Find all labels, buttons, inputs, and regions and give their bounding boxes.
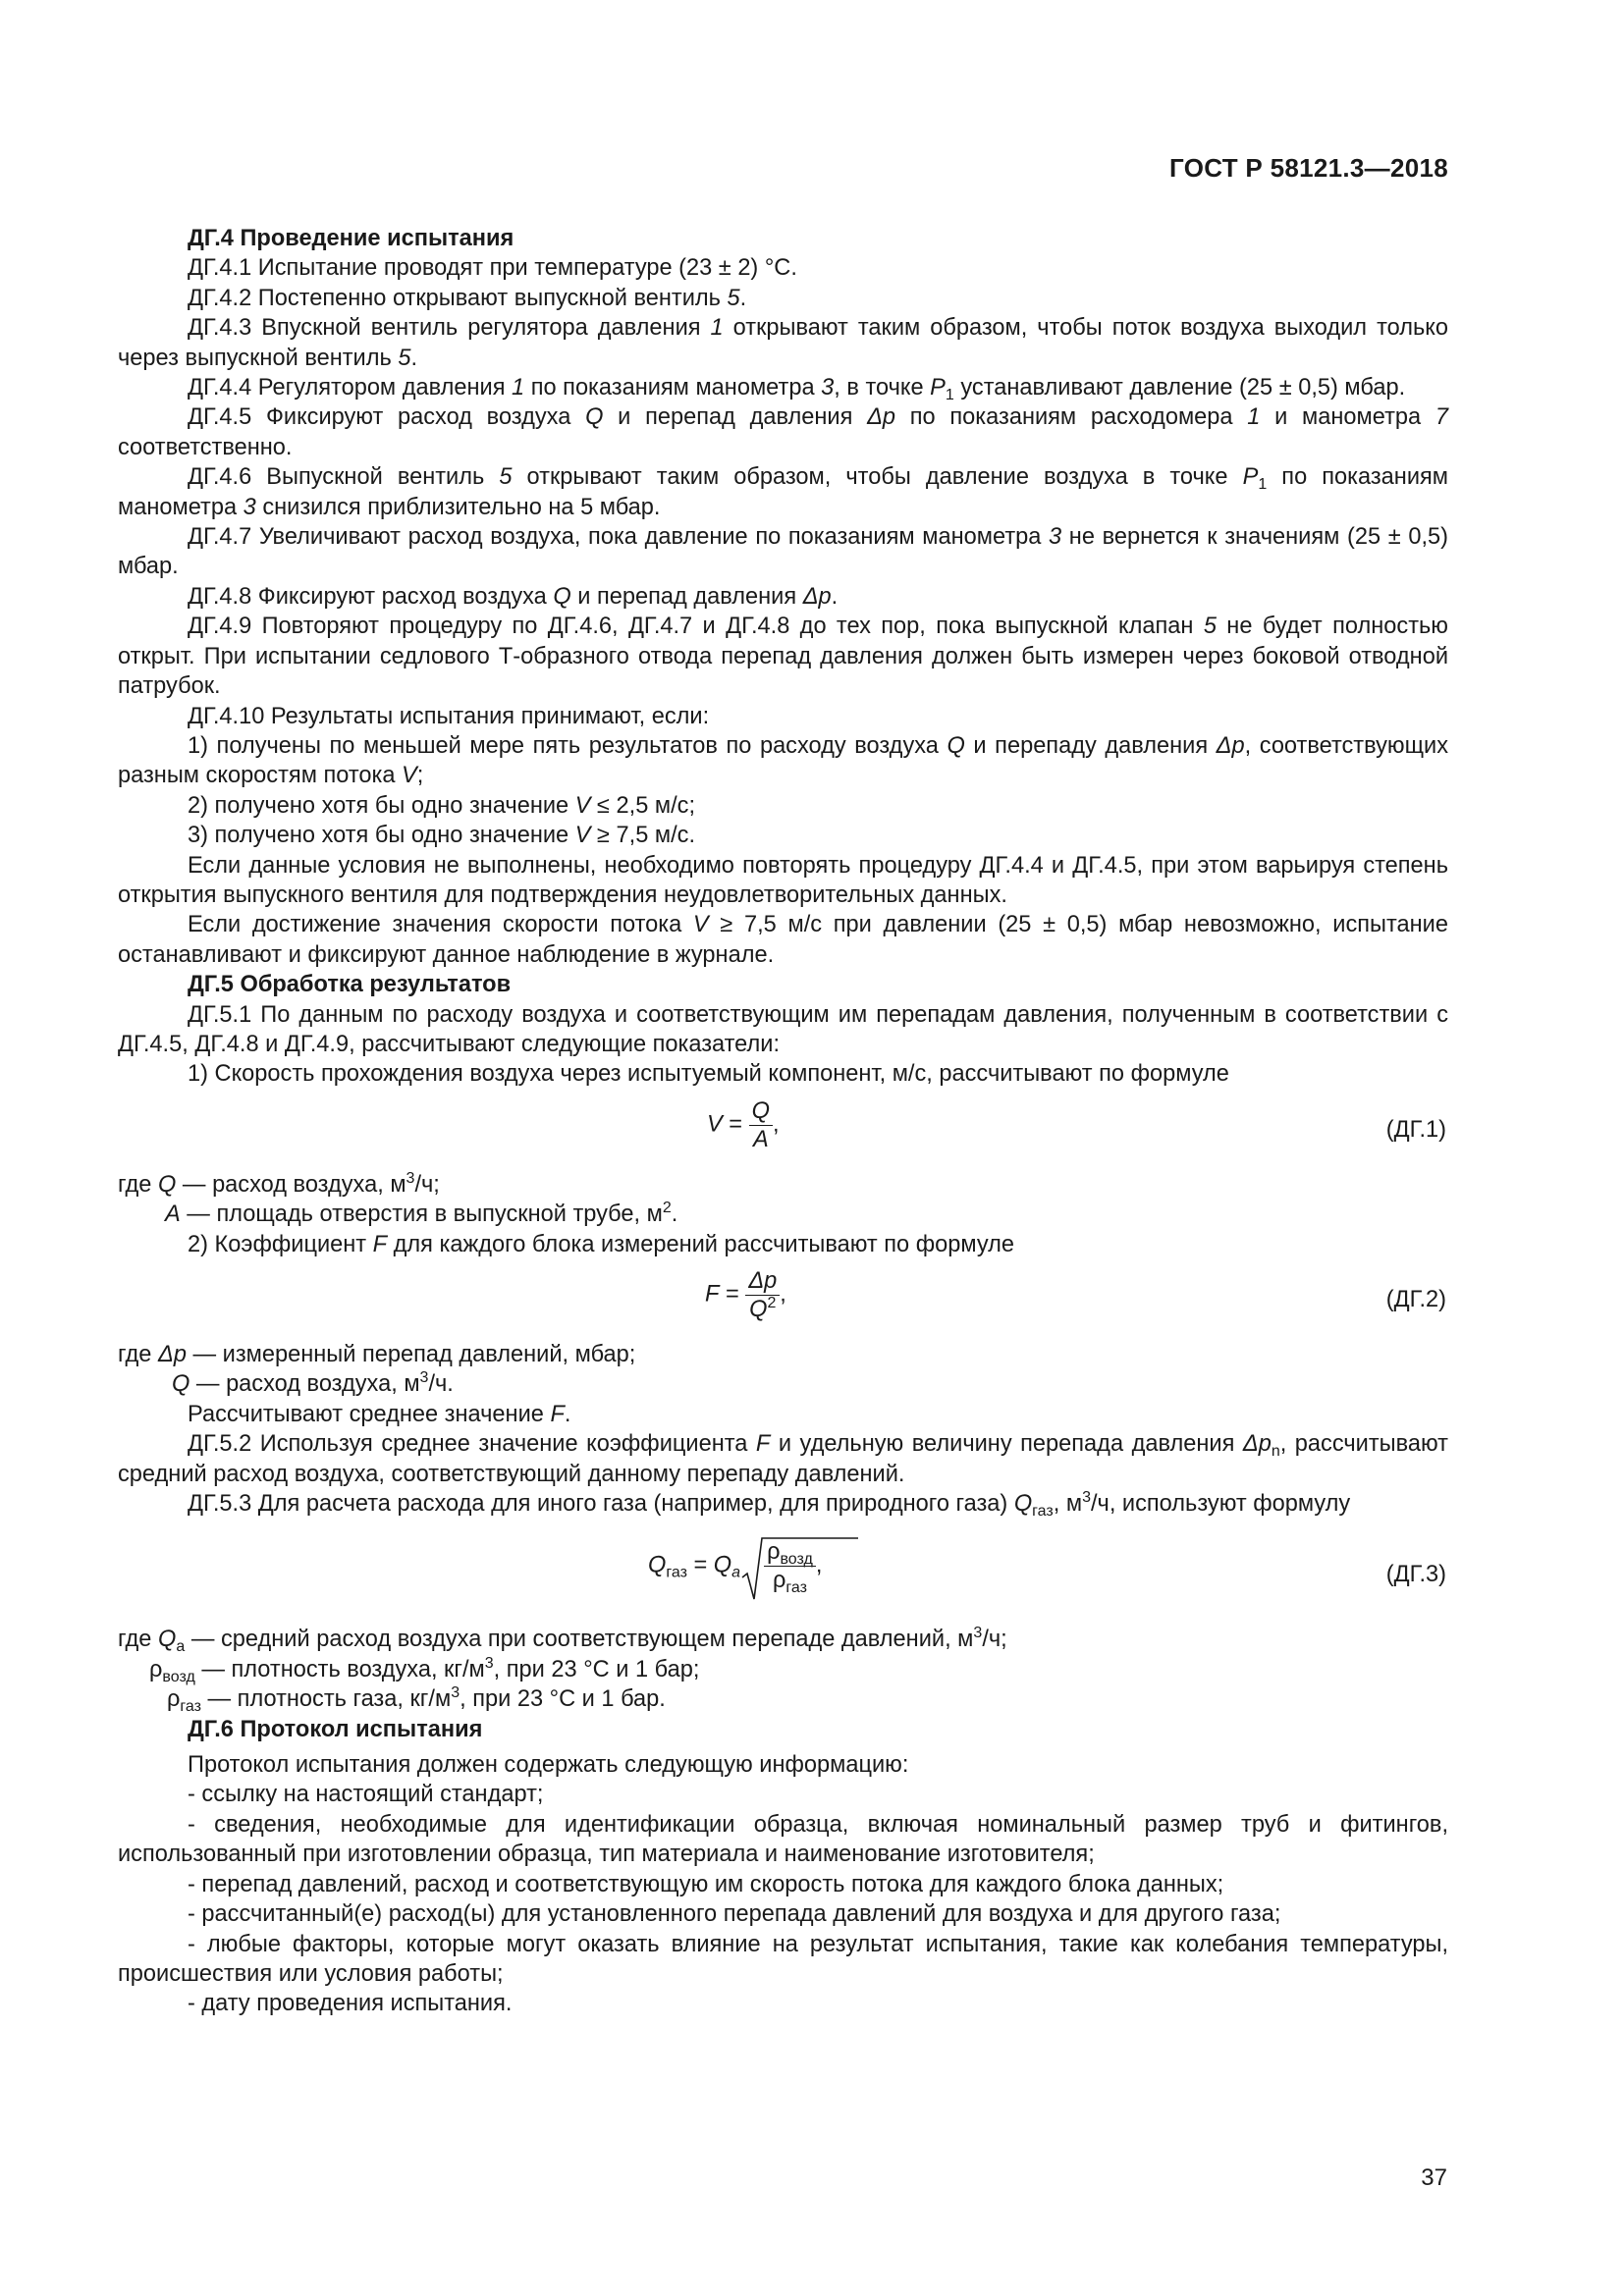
square-root: $\frac{\rho_{возд}}{\rho_{газ}}$ bbox=[740, 1538, 816, 1594]
where-clause: Q — расход воздуха, $м^3/ч$. bbox=[172, 1369, 454, 1398]
formula-number: (ДГ.2) bbox=[1385, 1287, 1446, 1312]
paragraph: Если данные условия не выполнены, необходимо повторять процедуру ДГ.4.4 и ДГ.4.5, при этом варьируя степень открытия выпускного вентиля для подтверждения неудовлетворительных данных. bbox=[118, 852, 1448, 908]
section-heading: ДГ.6 Протокол испытания bbox=[188, 1716, 483, 1742]
paragraph: ДГ.4.6 Выпускной вентиль 5 открывают таким образом, чтобы давление воздуха в точке $P_1$ по показаниям манометра 3 снизился приблизительно на 5 мбар. bbox=[118, 464, 1449, 520]
paragraph: ДГ.4.1 Испытание проводят при температуре (23 ± 2) °С. bbox=[188, 255, 797, 282]
paragraph: ДГ.5.2 Используя среднее значение коэффициента F и удельную величину перепада давления $\Delta p_n$, рассчитывают средний расход воздуха, соответствующий данному перепаду давлений. bbox=[118, 1431, 1448, 1487]
paragraph: ДГ.5.1 По данным по расходу воздуха и соответствующим им перепадам давления, полученным в соответствии с ДГ.4.5, ДГ.4.8 и ДГ.4.9, рассчитывают следующие показатели: bbox=[118, 1001, 1448, 1057]
formula-dg2: F = $\frac{\Delta p}{Q^2}$ , (ДГ.2) bbox=[705, 1268, 1446, 1322]
document-body bbox=[118, 224, 1448, 2019]
list-item: - любые факторы, которые могут оказать влияние на результат испытания, такие как колебания температуры, происшествия или условия работы; bbox=[118, 1931, 1448, 1987]
where-clause: где $Q_a$ — средний расход воздуха при соответствующем перепаде давлений, $м^3/ч$; bbox=[118, 1625, 1007, 1656]
section-heading: ДГ.5 Обработка результатов bbox=[188, 972, 512, 998]
document-header: ГОСТ Р 58121.3—2018 bbox=[1169, 153, 1448, 183]
paragraph: ДГ.4.5 Фиксируют расход воздуха Q и перепад давления Δp по показаниям расходомера 1 и манометра 7 соответственно. bbox=[118, 404, 1448, 460]
paragraph: Если достижение значения скорости потока V ≥ 7,5 м/с при давлении (25 ± 0,5) мбар невозможно, испытание останавливают и фиксируют данное наблюдение в журнале. bbox=[118, 912, 1448, 968]
where-clause: где Q — расход воздуха, $м^3/ч$; bbox=[118, 1169, 440, 1198]
paragraph: ДГ.4.8 Фиксируют расход воздуха Q и перепад давления Δp. bbox=[188, 583, 839, 610]
paragraph: 2) Коэффициент F для каждого блока измерений рассчитывают по формуле bbox=[188, 1231, 1015, 1257]
where-clause: A — площадь отверстия в выпускной трубе, $м^2$. bbox=[165, 1200, 678, 1228]
list-item: - дату проведения испытания. bbox=[188, 1991, 513, 2017]
where-clause: $\rho_{газ}$ — плотность газа, $кг/м^3$, при 23 °С и 1 бар. bbox=[167, 1684, 666, 1716]
formula-number: (ДГ.3) bbox=[1385, 1562, 1446, 1588]
paragraph: 1) Скорость прохождения воздуха через испытуемый компонент, м/с, рассчитывают по формуле bbox=[188, 1061, 1229, 1088]
paragraph: ДГ.5.3 Для расчета расхода для иного газа (например, для природного газа) $Q_{газ}$, $м^3/ч$, используют формулу bbox=[188, 1489, 1351, 1521]
paragraph: ДГ.4.9 Повторяют процедуру по ДГ.4.6, ДГ.4.7 и ДГ.4.8 до тех пор, пока выпускной клапан 5 не будет полностью открыт. При испытании седлового Т-образного отвода перепад давления должен быть измерен через боковой отводной патрубок. bbox=[118, 614, 1448, 700]
list-item: - ссылку на настоящий стандарт; bbox=[188, 1782, 544, 1808]
paragraph: ДГ.4.7 Увеличивают расход воздуха, пока давление по показаниям манометра 3 не вернется к значениям (25 ± 0,5) мбар. bbox=[118, 524, 1448, 580]
where-clause: где Δp — измеренный перепад давлений, мбар; bbox=[118, 1342, 636, 1367]
formula-number: (ДГ.1) bbox=[1385, 1116, 1446, 1143]
list-item: 3) получено хотя бы одно значение V ≥ 7,5 м/с. bbox=[188, 823, 696, 849]
paragraph: Рассчитывают среднее значение F. bbox=[188, 1401, 571, 1427]
section-heading: ДГ.4 Проведение испытания bbox=[188, 226, 514, 251]
paragraph: ДГ.4.10 Результаты испытания принимают, если: bbox=[188, 703, 710, 729]
list-item: - сведения, необходимые для идентификации образца, включая номинальный размер труб и фитингов, использованный при изготовлении образца, тип материала и наименование изготовителя; bbox=[118, 1811, 1448, 1868]
formula-dg1: V = $\frac{Q}{A}$ , (ДГ.1) bbox=[707, 1097, 1446, 1152]
page-number: 37 bbox=[1421, 2164, 1447, 2191]
paragraph: Протокол испытания должен содержать следующую информацию: bbox=[188, 1752, 909, 1779]
where-clause: $\rho_{возд}$ — плотность воздуха, $кг/м^3$, при 23 °С и 1 бар; bbox=[149, 1654, 700, 1685]
list-item: - перепад давлений, расход и соответствующую им скорость потока для каждого блока данных; bbox=[188, 1871, 1224, 1897]
paragraph: ДГ.4.4 Регулятором давления 1 по показаниям манометра 3, в точке $P_1$ устанавливают давление (25 ± 0,5) мбар. bbox=[188, 375, 1406, 404]
paragraph: ДГ.4.3 Впускной вентиль регулятора давления 1 открывают таким образом, чтобы поток воздуха выходил только через выпускной вентиль 5. bbox=[118, 315, 1448, 371]
list-item: 2) получено хотя бы одно значение V ≤ 2,5 м/с; bbox=[188, 792, 696, 819]
formula-dg3: $Q_{газ} = Q_a$ $\frac{\rho_{возд}}{\rho_{газ}}$ , (ДГ.3) bbox=[118, 1530, 1448, 1619]
paragraph: ДГ.4.2 Постепенно открывают выпускной вентиль 5. bbox=[188, 285, 747, 311]
list-item: 1) получены по меньшей мере пять результатов по расходу воздуха Q и перепаду давления Δp, соответствующих разным скоростям потока V; bbox=[118, 732, 1448, 789]
list-item: - рассчитанный(е) расход(ы) для установленного перепада давлений для воздуха и для другого газа; bbox=[188, 1901, 1281, 1928]
